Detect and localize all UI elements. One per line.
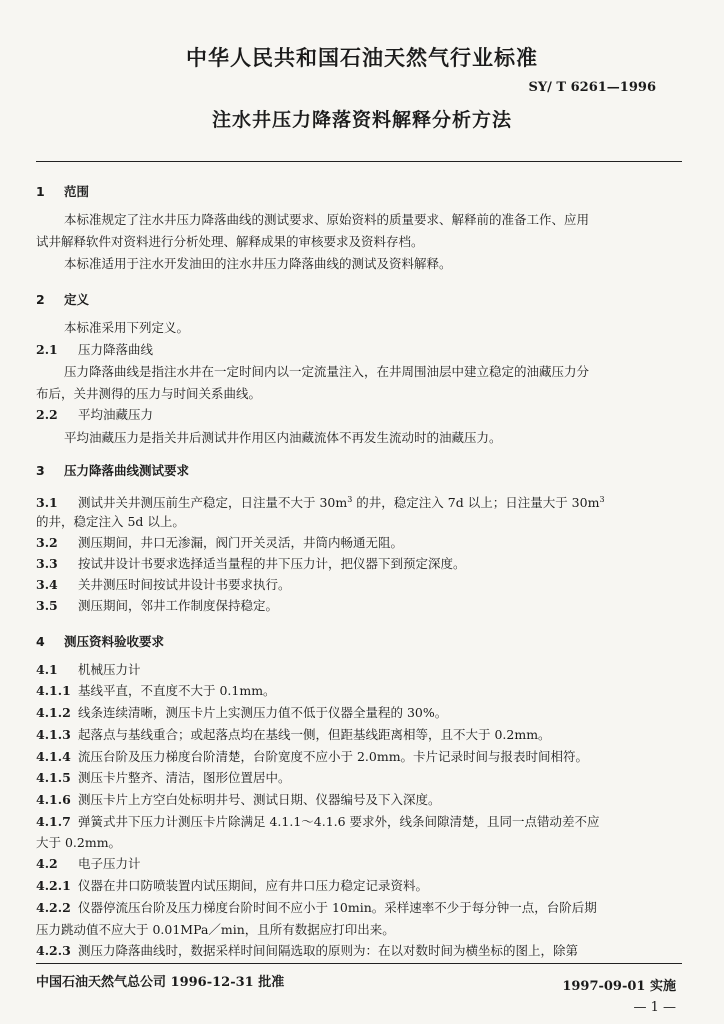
clause-text: 测压力降落曲线时，数据采样时间间隔选取的原则为：在以对数时间为横坐标的图上，除第 xyxy=(78,943,579,958)
section-2-heading xyxy=(36,290,89,308)
clause-number: 4.1.5 xyxy=(36,770,71,785)
paragraph: 布后，关井测得的压力与时间关系曲线。 xyxy=(36,386,262,401)
paragraph: 本标准规定了注水井压力降落曲线的测试要求、原始资料的质量要求、解释前的准备工作、应用 xyxy=(64,212,590,227)
header-divider xyxy=(36,161,682,162)
clause-number: 3.2 xyxy=(36,535,58,550)
superscript: 3 xyxy=(347,495,353,504)
clause xyxy=(36,575,291,595)
paragraph: 大于 0.2mm。 xyxy=(36,835,122,850)
clause-text: 弹簧式井下压力计测压卡片除满足 4.1.1～4.1.6 要求外，线条间隙清楚，且同一点错动差不应 xyxy=(78,814,600,829)
paragraph: 本标准适用于注水开发油田的注水井压力降落曲线的测试及资料解释。 xyxy=(64,256,452,271)
clause-text: 关井测压时间按试井设计书要求执行。 xyxy=(78,577,291,592)
section-title: 范围 xyxy=(64,184,90,199)
term: 压力降落曲线 xyxy=(78,342,154,357)
subsection-title: 机械压力计 xyxy=(78,662,141,677)
clause xyxy=(36,812,600,832)
paragraph: 本标准采用下列定义。 xyxy=(64,320,190,335)
section-number: 1 xyxy=(36,184,45,199)
clause-number: 3.1 xyxy=(36,495,58,511)
subsection-heading xyxy=(36,854,141,874)
paragraph: 平均油藏压力是指关井后测试井作用区内油藏流体不再发生流动时的油藏压力。 xyxy=(64,430,502,445)
standard-code: SY/ T 6261—1996 xyxy=(528,80,656,95)
footer-divider xyxy=(36,963,682,964)
section-4-heading xyxy=(36,632,164,650)
clause-text: 测压期间，邻井工作制度保持稳定。 xyxy=(78,598,279,613)
clause-number: 4.1.4 xyxy=(36,749,71,764)
clause-text: 流压台阶及压力梯度台阶清楚，台阶宽度不应小于 2.0mm。卡片记录时间与报表时间相符。 xyxy=(78,749,589,764)
clause-text: 测试井关井测压前生产稳定，日注量不大于 30m xyxy=(78,495,348,511)
clause-text: 测压卡片上方空白处标明井号、测试日期、仪器编号及下入深度。 xyxy=(78,792,441,807)
section-number: 4 xyxy=(36,634,45,649)
clause-text: 基线平直，不直度不大于 0.1mm。 xyxy=(78,683,276,698)
approval-line: 中国石油天然气总公司 1996-12-31 批准 xyxy=(36,975,285,990)
clause xyxy=(36,596,278,616)
clause-number: 4.2.1 xyxy=(36,878,71,893)
clause xyxy=(36,941,578,961)
clause-text: 测压期间，井口无渗漏，阀门开关灵活，井筒内畅通无阻。 xyxy=(78,535,404,550)
clause-number: 4.1 xyxy=(36,662,58,677)
clause-text: 测压卡片整齐、清洁，图形位置居中。 xyxy=(78,770,291,785)
document-title: 注水井压力降落资料解释分析方法 xyxy=(211,109,512,131)
clause-number: 4.2.3 xyxy=(36,943,71,958)
clause-text: 仪器停流压台阶及压力梯度台阶时间不应小于 10min。采样速率不少于每分钟一点，台阶后期 xyxy=(78,900,597,915)
page-number: — 1 — xyxy=(633,1000,676,1015)
clause xyxy=(36,876,428,896)
clause xyxy=(36,898,597,918)
clause-number: 4.2.2 xyxy=(36,900,71,915)
paragraph: 的井，稳定注入 5d 以上。 xyxy=(36,514,185,529)
clause-text: 按试井设计书要求选择适当量程的井下压力计，把仪器下到预定深度。 xyxy=(78,556,466,571)
clause-number: 4.1.6 xyxy=(36,792,71,807)
clause-number: 3.5 xyxy=(36,598,58,613)
clause-number: 4.1.1 xyxy=(36,683,71,698)
clause xyxy=(36,554,466,574)
clause-text: 起落点与基线重合；或起落点均在基线一侧，但距基线距离相等，且不大于 0.2mm。 xyxy=(78,727,551,742)
clause-number: 3.4 xyxy=(36,577,58,592)
section-1-heading xyxy=(36,182,89,200)
section-title: 压力降落曲线测试要求 xyxy=(64,463,190,478)
effective-date: 1997-09-01 实施 xyxy=(562,979,676,994)
section-number: 3 xyxy=(36,463,45,478)
paragraph: 压力跳动值不应大于 0.01MPa／min，且所有数据应打印出来。 xyxy=(36,922,395,937)
clause-text: 线条连续清晰，测压卡片上实测压力值不低于仪器全量程的 30%。 xyxy=(78,705,448,720)
clause-number: 4.1.7 xyxy=(36,814,71,829)
clause xyxy=(36,747,588,767)
clause xyxy=(36,725,551,745)
paragraph: 试井解释软件对资料进行分析处理、解释成果的审核要求及资料存档。 xyxy=(36,234,424,249)
standard-name: 中华人民共和国石油天然气行业标准 xyxy=(186,46,538,70)
definition-term xyxy=(36,340,153,360)
term: 平均油藏压力 xyxy=(78,407,154,422)
clause-number: 4.1.3 xyxy=(36,727,71,742)
clause-text: 仪器在井口防喷装置内试压期间，应有井口压力稳定记录资料。 xyxy=(78,878,429,893)
clause-number: 2.2 xyxy=(36,407,58,422)
clause-number: 2.1 xyxy=(36,342,58,357)
section-title: 测压资料验收要求 xyxy=(64,634,165,649)
clause xyxy=(36,768,291,788)
superscript: 3 xyxy=(599,495,605,504)
definition-term xyxy=(36,405,153,425)
clause-number: 4.1.2 xyxy=(36,705,71,720)
clause-number: 4.2 xyxy=(36,856,58,871)
clause-text: 的井，稳定注入 7d 以上；日注量大于 30m xyxy=(352,495,600,511)
clause xyxy=(36,533,403,553)
section-number: 2 xyxy=(36,292,45,307)
section-title: 定义 xyxy=(64,292,90,307)
clause xyxy=(36,490,605,513)
clause xyxy=(36,790,441,810)
subsection-title: 电子压力计 xyxy=(78,856,141,871)
clause xyxy=(36,681,276,701)
paragraph: 压力降落曲线是指注水井在一定时间内以一定流量注入，在井周围油层中建立稳定的油藏压力分 xyxy=(64,364,590,379)
clause-number: 3.3 xyxy=(36,556,58,571)
subsection-heading xyxy=(36,660,141,680)
section-3-heading xyxy=(36,461,189,479)
clause xyxy=(36,703,447,723)
